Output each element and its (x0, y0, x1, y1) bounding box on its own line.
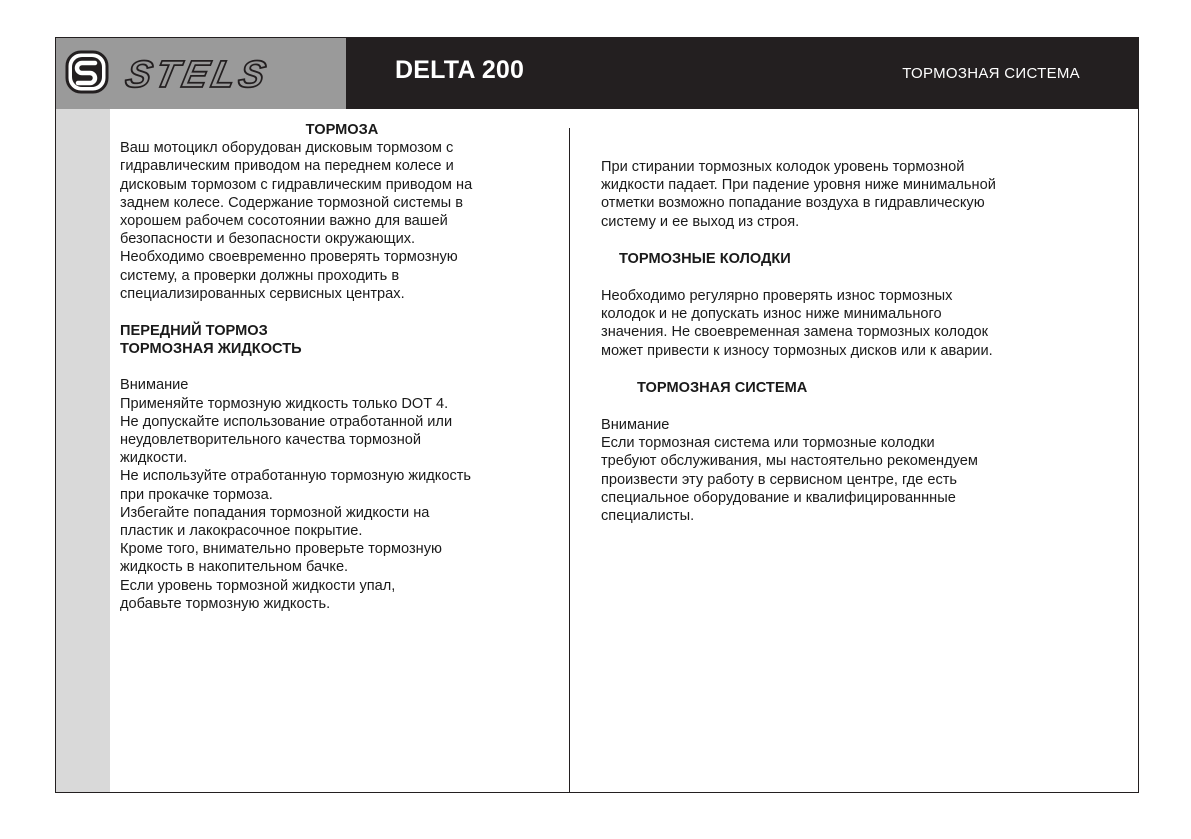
page-frame (55, 37, 1139, 793)
right-column (601, 121, 1101, 525)
fluid-line: Кроме того, внимательно проверьте тормозную (120, 541, 442, 558)
fluid-line: неудовлетворительного качества тормозной (120, 432, 422, 449)
intro-line: дисковым тормозом с гидравлическим приводом на (120, 176, 473, 193)
wear-line: При стирании тормозных колодок уровень тормозной (601, 159, 965, 175)
stels-logo-icon (64, 48, 344, 100)
brake-pads-heading: ТОРМОЗНЫЕ КОЛОДКИ (619, 250, 791, 267)
intro-line: систему, а проверки должны проходить в (120, 267, 400, 284)
fluid-line: добавьте тормозную жидкость. (120, 595, 331, 612)
brand-logo (56, 38, 346, 109)
system-line: специалисты. (601, 508, 695, 525)
fluid-line: при прокачке тормоза. (120, 486, 273, 503)
wear-line: систему и ее выход из строя. (601, 213, 800, 230)
wear-line: жидкости падает. При падение уровня ниже минимальной (601, 177, 996, 194)
system-line: произвести эту работу в сервисном центре, где есть (601, 471, 958, 488)
intro-line: хорошем рабочем сосотоянии важно для вашей (120, 213, 448, 230)
wear-line: отметки возможно попадание воздуха в гидравлическую (601, 195, 985, 212)
brake-system-heading: ТОРМОЗНАЯ СИСТЕМА (637, 379, 808, 396)
system-line: специальное оборудование и квалифицированнные (601, 489, 956, 506)
attention-label: Внимание (601, 417, 670, 434)
model-title: DELTA 200 (395, 56, 525, 84)
column-divider (569, 128, 570, 792)
brake-fluid-heading: ТОРМОЗНАЯ ЖИДКОСТЬ (120, 341, 302, 358)
pads-line: значения. Не своевременная замена тормозных колодок (601, 324, 988, 341)
pads-line: колодок и не допускать износ ниже минимального (601, 306, 942, 323)
left-column (120, 121, 564, 613)
section-title: ТОРМОЗНАЯ СИСТЕМА (902, 65, 1080, 82)
intro-line: гидравлическим приводом на переднем колесе и (120, 158, 454, 175)
system-line: Если тормозная система или тормозные колодки (601, 435, 935, 452)
intro-line: Ваш мотоцикл оборудован дисковым тормозом с (120, 140, 454, 157)
brakes-heading: ТОРМОЗА (305, 122, 379, 138)
system-line: требуют обслуживания, мы настоятельно рекомендуем (601, 453, 978, 470)
pads-line: Необходимо регулярно проверять износ тормозных (601, 288, 953, 305)
fluid-line: Применяйте тормозную жидкость только DOT 4. (120, 395, 449, 412)
side-strip (56, 109, 110, 793)
attention-label: Внимание (120, 377, 189, 394)
brand-wordmark: STELS (121, 53, 274, 96)
fluid-line: пластик и лакокрасочное покрытие. (120, 523, 363, 540)
front-brake-heading: ПЕРЕДНИЙ ТОРМОЗ (120, 323, 268, 340)
intro-line: заднем колесе. Содержание тормозной системы в (120, 194, 463, 211)
fluid-line: Если уровень тормозной жидкости упал, (120, 577, 396, 594)
fluid-line: жидкость в накопительном бачке. (120, 559, 349, 576)
fluid-line: Избегайте попадания тормозной жидкости на (120, 504, 430, 521)
fluid-line: Не допускайте использование отработанной или (120, 413, 453, 430)
intro-line: Необходимо своевременно проверять тормозную (120, 249, 458, 266)
intro-line: безопасности и безопасности окружающих. (120, 231, 416, 248)
fluid-line: жидкости. (120, 450, 188, 467)
fluid-line: Не используйте отработанную тормозную жидкость (120, 468, 472, 485)
page-header (56, 38, 1138, 109)
intro-line: специализированных сервисных центрах. (120, 285, 405, 302)
pads-line: может привести к износу тормозных дисков или к аварии. (601, 342, 993, 359)
